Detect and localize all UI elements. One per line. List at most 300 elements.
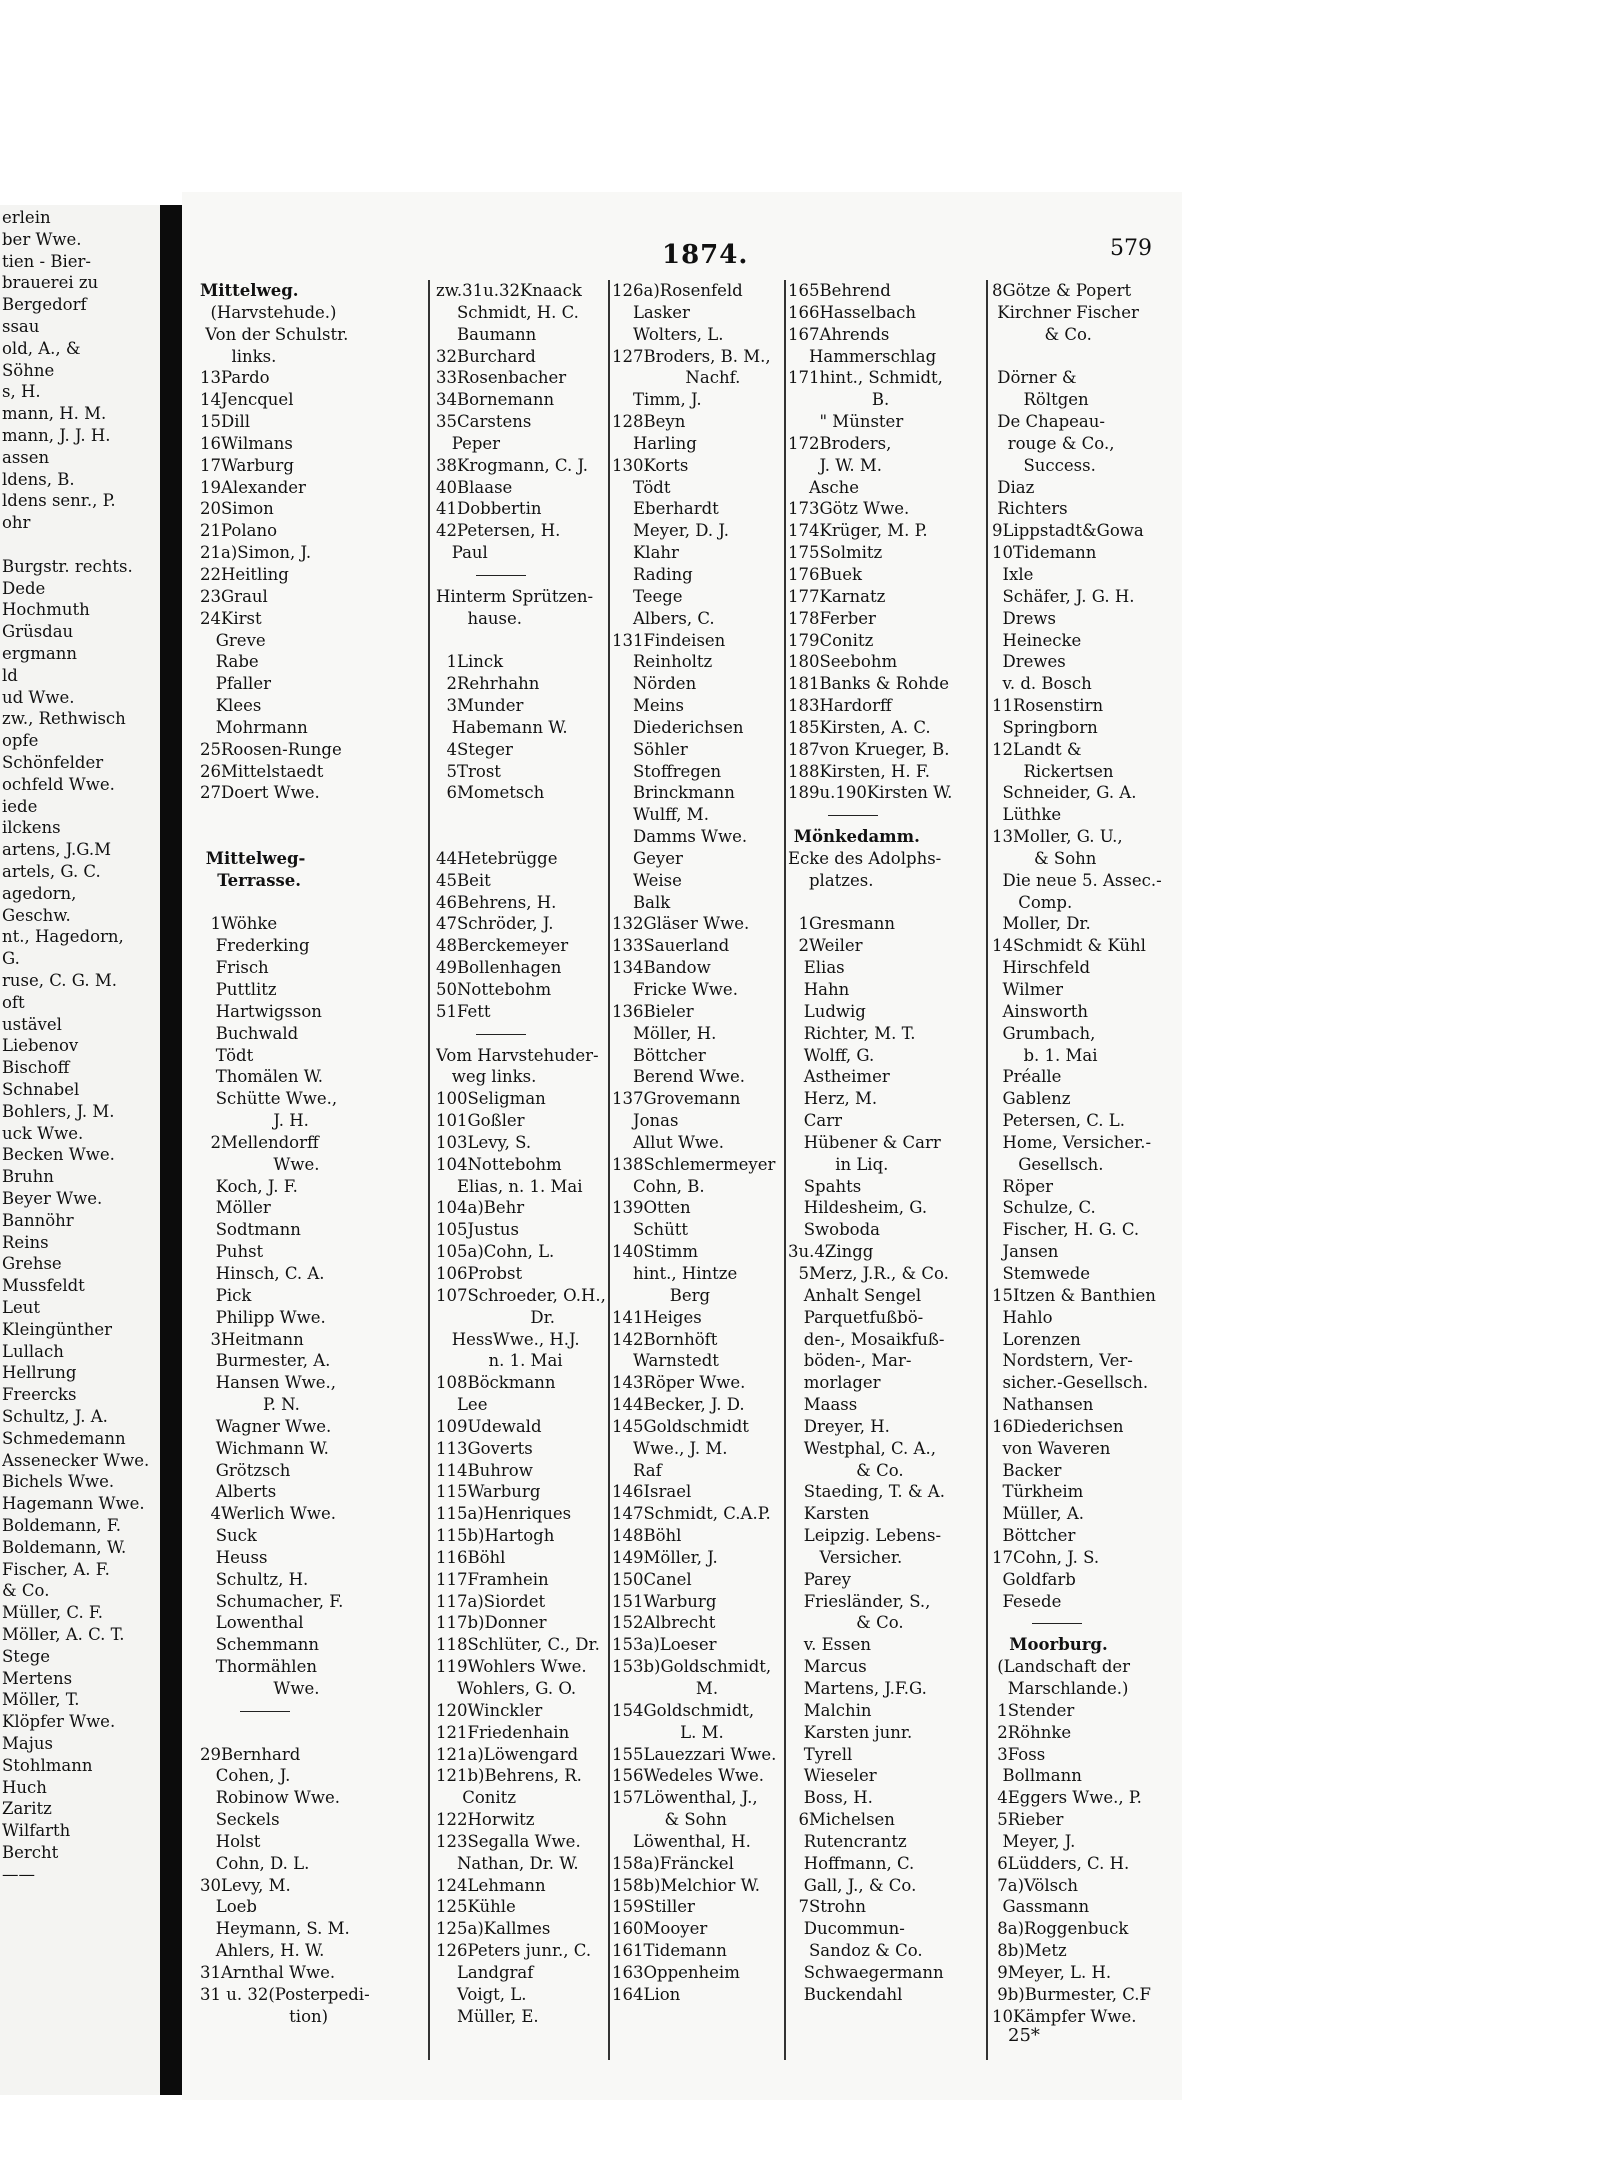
directory-entry: 177Karnatz	[788, 586, 886, 606]
directory-entry: Landgraf	[436, 1962, 534, 1982]
directory-entry: 21Polano	[200, 521, 278, 541]
directory-entry: 47Schröder, J.	[436, 914, 554, 934]
facing-page-line: mann, H. M.	[2, 404, 107, 424]
directory-entry: Hansen Wwe.,	[200, 1373, 337, 1393]
facing-page-line: Bannöhr	[2, 1210, 74, 1230]
directory-entry: 115b)Hartogh	[436, 1526, 555, 1546]
facing-page-line: old, A., &	[2, 338, 81, 358]
directory-entry: 120Winckler	[436, 1700, 543, 1720]
facing-page-line: Hochmuth	[2, 600, 90, 620]
directory-entry: Raf	[612, 1460, 662, 1480]
directory-entry: Stoffregen	[612, 761, 722, 781]
directory-entry: Moller, Dr.	[992, 914, 1091, 934]
column-moorburg	[992, 280, 1177, 2028]
directory-entry: Timm, J.	[612, 390, 702, 410]
directory-entry: 3Foss	[992, 1744, 1046, 1764]
directory-entry: 103Levy, S.	[436, 1132, 532, 1152]
directory-entry: Nathansen	[992, 1395, 1094, 1415]
directory-entry: 48Berckemeyer	[436, 936, 569, 956]
directory-entry: 6Michelsen	[788, 1810, 895, 1830]
directory-entry: Jansen	[992, 1242, 1059, 1262]
directory-entry: Boss, H.	[788, 1788, 873, 1808]
directory-entry: Pick	[200, 1285, 252, 1305]
facing-page-line: Söhne	[2, 360, 55, 380]
directory-entry: 166Hasselbach	[788, 302, 916, 322]
facing-page-line: Zaritz	[2, 1799, 52, 1819]
directory-entry: Diederichsen	[612, 717, 744, 737]
directory-entry: Nachf.	[612, 368, 741, 388]
directory-entry: Robinow Wwe.	[200, 1788, 340, 1808]
directory-entry: 136Bieler	[612, 1001, 694, 1021]
directory-entry: Diaz	[992, 477, 1035, 497]
directory-entry: Rickertsen	[992, 761, 1114, 781]
street-heading: Mittelweg-	[200, 848, 306, 868]
directory-entry: Friesländer, S.,	[788, 1591, 931, 1611]
directory-entry: böden-, Mar-	[788, 1351, 912, 1371]
directory-entry: Reinholtz	[612, 652, 713, 672]
directory-entry: Puhst	[200, 1242, 264, 1262]
directory-entry: 104Nottebohm	[436, 1154, 562, 1174]
directory-entry: 114Buhrow	[436, 1460, 533, 1480]
directory-entry: Martens, J.F.G.	[788, 1679, 927, 1698]
facing-page-line: artels, G. C.	[2, 862, 101, 881]
directory-entry: 127Broders, B. M.,	[612, 346, 771, 366]
directory-entry: Böttcher	[612, 1045, 706, 1065]
directory-entry: 121a)Löwengard	[436, 1744, 579, 1764]
directory-entry: Gesellsch.	[992, 1154, 1104, 1174]
directory-entry: 8a)Roggenbuck	[992, 1919, 1129, 1939]
facing-page-line: Burgstr. rechts.	[2, 556, 133, 576]
directory-entry: Teege	[612, 586, 683, 606]
directory-entry: Weise	[612, 870, 682, 890]
directory-entry: 181Banks & Rohde	[788, 674, 950, 694]
facing-page-line: Bohlers, J. M.	[2, 1101, 115, 1121]
directory-entry: 174Krüger, M. P.	[788, 521, 928, 541]
directory-entry: Bollmann	[992, 1766, 1082, 1786]
directory-entry: 25Roosen-Runge	[200, 739, 342, 759]
directory-entry: B.	[788, 390, 890, 410]
directory-entry: 123Segalla Wwe.	[436, 1831, 581, 1851]
directory-entry: 171hint., Schmidt,	[788, 368, 943, 388]
directory-entry: Damms Wwe.	[612, 827, 748, 847]
street-heading: Mittelweg.	[200, 281, 299, 300]
facing-page-line: Klöpfer Wwe.	[2, 1712, 116, 1732]
directory-entry: Türkheim	[992, 1482, 1084, 1502]
directory-entry: Parey	[788, 1569, 851, 1589]
directory-entry: 107Schroeder, O.H.,	[436, 1285, 606, 1305]
directory-entry: Marschlande.)	[992, 1679, 1129, 1698]
directory-entry: 145Goldschmidt	[612, 1416, 749, 1436]
directory-entry: Fricke Wwe.	[612, 980, 738, 999]
directory-entry: Meyer, D. J.	[612, 521, 729, 541]
directory-entry: Thormählen	[200, 1657, 317, 1677]
directory-entry: 104a)Behr	[436, 1198, 525, 1218]
directory-entry: 3u.4Zingg	[788, 1242, 874, 1262]
directory-entry: 143Röper Wwe.	[612, 1373, 746, 1393]
directory-entry: Von der Schulstr.	[200, 324, 349, 344]
directory-entry: 20Simon	[200, 499, 274, 519]
directory-entry: Stemwede	[992, 1263, 1091, 1283]
directory-entry: 13Pardo	[200, 368, 270, 388]
directory-entry: Sandoz & Co.	[788, 1941, 923, 1961]
directory-entry: Nörden	[612, 674, 697, 694]
directory-entry: 3Munder	[436, 696, 524, 716]
directory-entry: morlager	[788, 1373, 881, 1393]
facing-page-line: Boldemann, W.	[2, 1537, 127, 1557]
directory-entry: 161Tidemann	[612, 1941, 727, 1961]
directory-entry: Hahlo	[992, 1307, 1053, 1327]
directory-entry: Tyrell	[788, 1744, 853, 1764]
directory-entry: Wwe.	[200, 1154, 320, 1174]
directory-entry: Alberts	[200, 1482, 277, 1502]
directory-entry: Brinckmann	[612, 783, 735, 803]
directory-entry: Schulze, C.	[992, 1198, 1096, 1218]
facing-page-line: iede	[2, 796, 38, 816]
street-heading: Moorburg.	[992, 1635, 1108, 1655]
facing-page-line: Hagemann Wwe.	[2, 1494, 145, 1514]
directory-entry: 14Schmidt & Kühl	[992, 936, 1146, 956]
directory-entry: 187von Krueger, B.	[788, 739, 950, 759]
directory-entry: 124Lehmann	[436, 1875, 546, 1895]
directory-entry: Tödt	[612, 477, 671, 497]
directory-entry: 8b)Metz	[992, 1941, 1067, 1961]
directory-entry: Röltgen	[992, 390, 1089, 410]
directory-entry: Löwenthal, H.	[612, 1831, 751, 1851]
directory-entry: 132Gläser Wwe.	[612, 914, 750, 934]
directory-entry: Home, Versicher.-	[992, 1132, 1152, 1152]
directory-entry: Karsten junr.	[788, 1722, 913, 1742]
directory-entry: 19Alexander	[200, 477, 306, 497]
directory-entry: Lorenzen	[992, 1329, 1081, 1349]
directory-entry: 137Grovemann	[612, 1089, 741, 1109]
directory-entry: Balk	[612, 892, 671, 912]
facing-page-line: uck Wwe.	[2, 1123, 84, 1143]
directory-entry: 9Lippstadt&Gowa	[992, 521, 1144, 541]
directory-entry: Lasker	[612, 302, 690, 322]
facing-page-line: Stege	[2, 1646, 51, 1666]
facing-page-fragment	[0, 205, 163, 2095]
directory-entry: 100Seligman	[436, 1089, 546, 1109]
directory-entry: Elias, n. 1. Mai	[436, 1176, 583, 1196]
directory-entry: Ahlers, H. W.	[200, 1941, 325, 1961]
directory-entry: Rutencrantz	[788, 1831, 907, 1851]
directory-entry: 108Böckmann	[436, 1373, 556, 1393]
directory-entry: 13Moller, G. U.,	[992, 827, 1123, 847]
facing-page-line: erlein	[2, 208, 51, 227]
directory-entry	[992, 346, 1177, 368]
directory-entry: Berend Wwe.	[612, 1067, 746, 1087]
directory-entry: 6Mometsch	[436, 783, 545, 803]
directory-entry: 130Korts	[612, 455, 689, 475]
directory-entry: hause.	[436, 608, 523, 628]
directory-entry: L. M.	[612, 1722, 724, 1742]
directory-entry: Frisch	[200, 958, 269, 978]
directory-entry: 157Löwenthal, J.,	[612, 1788, 758, 1808]
directory-entry: 5Merz, J.R., & Co.	[788, 1263, 949, 1283]
directory-entry: Conitz	[436, 1788, 517, 1808]
directory-entry: Seckels	[200, 1810, 280, 1830]
facing-page-line: ruse, C. G. M.	[2, 971, 117, 990]
directory-entry: 22Heitling	[200, 564, 289, 584]
directory-entry: Staeding, T. & A.	[788, 1482, 945, 1502]
directory-entry: Hirschfeld	[992, 958, 1091, 978]
directory-entry: Schütt	[612, 1220, 689, 1240]
directory-entry: Schumacher, F.	[200, 1591, 344, 1611]
directory-entry: Loeb	[200, 1897, 257, 1917]
directory-entry: Petersen, C. L.	[992, 1111, 1125, 1131]
facing-page-line: mann, J. J. H.	[2, 426, 111, 445]
directory-page	[182, 192, 1182, 2100]
directory-entry: Sodtmann	[200, 1220, 301, 1240]
facing-page-line: ldens, B.	[2, 469, 75, 489]
directory-entry: Cohen, J.	[200, 1766, 291, 1786]
directory-entry: links.	[200, 346, 277, 366]
column-divider	[428, 280, 430, 2060]
directory-entry: Klees	[200, 696, 262, 716]
column-mittelweg	[200, 280, 375, 2028]
directory-entry: Vom Harvstehuder-	[436, 1045, 599, 1065]
facing-page-line: Freercks	[2, 1385, 77, 1405]
directory-entry: Nordstern, Ver-	[992, 1351, 1133, 1371]
facing-page-line: Boldemann, F.	[2, 1516, 122, 1535]
directory-entry: 10Tidemann	[992, 543, 1097, 563]
directory-entry: Hinsch, C. A.	[200, 1263, 325, 1283]
directory-entry: 178Ferber	[788, 608, 876, 628]
directory-entry	[436, 804, 636, 826]
directory-entry: Rading	[612, 564, 693, 584]
directory-entry: 121b)Behrens, R.	[436, 1766, 582, 1786]
facing-page-line: Schmedemann	[2, 1428, 126, 1448]
directory-entry: 33Rosenbacher	[436, 368, 567, 388]
directory-entry: 15Dill	[200, 412, 251, 432]
directory-entry: 7Strohn	[788, 1897, 866, 1917]
directory-entry: Schultz, H.	[200, 1569, 309, 1589]
directory-entry: " Münster	[788, 412, 904, 432]
facing-page-line: Liebenov	[2, 1036, 79, 1056]
directory-entry: platzes.	[788, 870, 874, 890]
directory-entry: Success.	[992, 455, 1096, 475]
directory-entry: 163Oppenheim	[612, 1962, 740, 1982]
directory-entry: Pfaller	[200, 674, 271, 694]
directory-entry: Böttcher	[992, 1526, 1076, 1546]
facing-page-line: Geschw.	[2, 905, 71, 925]
directory-entry: & Co.	[992, 324, 1092, 344]
directory-entry: Wohlers, G. O.	[436, 1679, 577, 1698]
facing-page-line: Dede	[2, 578, 46, 598]
directory-entry: 121Friedenhain	[436, 1722, 570, 1742]
directory-entry: Comp.	[992, 892, 1073, 912]
directory-entry: 152Albrecht	[612, 1613, 716, 1633]
directory-entry: Puttlitz	[200, 980, 277, 999]
directory-entry: 173Götz Wwe.	[788, 499, 910, 519]
facing-page-line: Bichels Wwe.	[2, 1472, 115, 1492]
directory-entry: 156Wedeles Wwe.	[612, 1766, 765, 1786]
directory-entry: 188Kirsten, H. F.	[788, 761, 930, 781]
directory-entry: Jonas	[612, 1111, 679, 1131]
directory-entry: 150Canel	[612, 1569, 692, 1589]
directory-entry: 139Otten	[612, 1198, 691, 1218]
directory-entry: Paul	[436, 543, 488, 563]
facing-page-line: ohr	[2, 513, 31, 533]
directory-entry: Müller, E.	[436, 2006, 539, 2026]
facing-page-line: assen	[2, 447, 50, 467]
directory-entry: 4Werlich Wwe.	[200, 1504, 337, 1524]
directory-entry	[200, 892, 375, 914]
directory-entry: Peper	[436, 433, 501, 453]
directory-entry: 105Justus	[436, 1220, 519, 1240]
directory-entry: 147Schmidt, C.A.P.	[612, 1504, 771, 1524]
directory-entry: 115Warburg	[436, 1482, 541, 1502]
directory-entry: 51Fett	[436, 1001, 491, 1021]
facing-page-line: Fischer, A. F.	[2, 1559, 110, 1579]
facing-page-line: Stohlmann	[2, 1755, 93, 1775]
facing-page-line: ——	[2, 1864, 35, 1884]
directory-entry: 133Sauerland	[612, 936, 730, 956]
directory-entry: 116Böhl	[436, 1547, 506, 1567]
directory-entry: De Chapeau-	[992, 412, 1105, 432]
directory-entry: Wolters, L.	[612, 324, 724, 344]
directory-entry: 142Bornhöft	[612, 1329, 718, 1349]
directory-entry: Berg	[612, 1285, 711, 1305]
directory-entry: 1Wöhke	[200, 914, 278, 934]
directory-entry: 10Kämpfer Wwe.	[992, 2006, 1137, 2026]
directory-entry: 2Mellendorff	[200, 1132, 319, 1152]
directory-entry: Harling	[612, 433, 697, 453]
directory-entry: Marcus	[788, 1657, 867, 1677]
directory-entry: v. d. Bosch	[992, 674, 1092, 694]
directory-entry: Wulff, M.	[612, 805, 709, 825]
directory-entry: 40Blaase	[436, 477, 513, 497]
directory-entry: Karsten	[788, 1504, 870, 1524]
facing-page-line: Müller, C. F.	[2, 1603, 104, 1623]
directory-entry: n. 1. Mai	[436, 1351, 563, 1371]
directory-entry: Schneider, G. A.	[992, 783, 1137, 803]
book-gutter	[160, 205, 182, 2095]
directory-entry: 5Rieber	[992, 1810, 1064, 1830]
directory-entry: 35Carstens	[436, 412, 532, 432]
directory-entry: 179Conitz	[788, 630, 874, 650]
directory-entry: Schütte Wwe.,	[200, 1089, 338, 1109]
directory-entry: Meyer, J.	[992, 1831, 1076, 1851]
directory-entry: 172Broders,	[788, 433, 892, 453]
facing-page-line: Mussfeldt	[2, 1276, 85, 1296]
directory-entry: Schwaegermann	[788, 1962, 944, 1982]
directory-entry: Carr	[788, 1111, 842, 1131]
directory-entry: 117b)Donner	[436, 1613, 547, 1633]
directory-entry: 11Rosenstirn	[992, 696, 1104, 716]
directory-entry: 16Wilmans	[200, 433, 293, 453]
directory-entry: 154Goldschmidt,	[612, 1700, 755, 1720]
directory-entry: Elias	[788, 958, 845, 978]
directory-entry: Tödt	[200, 1045, 254, 1065]
facing-page-line: Lullach	[2, 1341, 64, 1361]
directory-entry: 113Goverts	[436, 1438, 533, 1458]
directory-entry: 115a)Henriques	[436, 1504, 572, 1524]
directory-entry: Hildesheim, G.	[788, 1198, 928, 1218]
facing-page-line: Becken Wwe.	[2, 1145, 115, 1165]
directory-entry: J. W. M.	[788, 455, 882, 475]
directory-entry: 2Rehrhahn	[436, 674, 540, 694]
directory-entry: 5Trost	[436, 761, 501, 781]
facing-page-line: s, H.	[2, 382, 41, 402]
facing-page-line: Wilfarth	[2, 1821, 71, 1841]
directory-entry: Allut Wwe.	[612, 1132, 725, 1152]
directory-entry: Grötzsch	[200, 1460, 291, 1480]
directory-entry: 153a)Loeser	[612, 1635, 717, 1655]
directory-entry: 126Peters junr., C.	[436, 1941, 592, 1961]
directory-entry: Herz, M.	[788, 1089, 878, 1109]
directory-entry: & Co.	[788, 1613, 904, 1633]
directory-entry: Klahr	[612, 543, 679, 563]
directory-entry: 46Behrens, H.	[436, 892, 557, 912]
facing-page-line: Beyer Wwe.	[2, 1189, 103, 1208]
directory-entry: 167Ahrends	[788, 324, 890, 344]
directory-entry: Schäfer, J. G. H.	[992, 586, 1135, 606]
directory-entry: Heymann, S. M.	[200, 1919, 350, 1939]
directory-entry: 4Steger	[436, 739, 513, 759]
directory-entry: Hahn	[788, 980, 850, 999]
directory-entry: 151Warburg	[612, 1591, 717, 1611]
column-mittelweg-continued	[436, 280, 636, 2028]
directory-entry: Richter, M. T.	[788, 1023, 916, 1043]
directory-entry: Eberhardt	[612, 499, 719, 519]
directory-entry: Hoffmann, C.	[788, 1853, 915, 1873]
directory-entry: 106Probst	[436, 1263, 523, 1283]
directory-entry: Müller, A.	[992, 1504, 1085, 1524]
section-rule	[436, 564, 636, 586]
directory-entry: 16Diederichsen	[992, 1416, 1124, 1436]
directory-entry: Gall, J., & Co.	[788, 1875, 917, 1895]
directory-entry: 12Landt &	[992, 739, 1082, 759]
directory-entry: 6Lüdders, C. H.	[992, 1853, 1130, 1873]
directory-entry: Albers, C.	[612, 608, 715, 628]
directory-entry: Fischer, H. G. C.	[992, 1220, 1140, 1240]
facing-page-line: ber Wwe.	[2, 229, 82, 249]
facing-page-line: ergmann	[2, 644, 77, 663]
directory-entry: 131Findeisen	[612, 630, 726, 650]
signature-mark: 25*	[1008, 2025, 1040, 2046]
directory-entry: in Liq.	[788, 1154, 889, 1174]
directory-entry: Asche	[788, 477, 859, 497]
facing-page-line: artens, J.G.M	[2, 840, 112, 860]
directory-entry: 21a)Simon, J.	[200, 543, 312, 563]
facing-page-line: Hellrung	[2, 1363, 77, 1383]
facing-page-line: Bergedorf	[2, 295, 87, 315]
directory-entry: 146Israel	[612, 1482, 692, 1502]
directory-entry: Westphal, C. A.,	[788, 1438, 936, 1458]
directory-entry: 183Hardorff	[788, 696, 892, 716]
directory-entry: Dreyer, H.	[788, 1416, 890, 1436]
facing-page-line: ochfeld Wwe.	[2, 774, 115, 794]
facing-page-line: ssau	[2, 317, 40, 336]
directory-entry: Ludwig	[788, 1001, 866, 1021]
directory-entry: 7a)Völsch	[992, 1875, 1078, 1895]
directory-entry: den-, Mosaikfuß-	[788, 1329, 945, 1349]
directory-entry: Drewes	[992, 652, 1066, 672]
directory-entry: 185Kirsten, A. C.	[788, 717, 931, 737]
directory-entry: 153b)Goldschmidt,	[612, 1657, 772, 1677]
section-rule	[200, 1700, 375, 1722]
directory-entry: 24Kirst	[200, 608, 262, 628]
directory-entry: 158b)Melchior W.	[612, 1875, 760, 1895]
directory-entry: 3Heitmann	[200, 1329, 304, 1349]
directory-entry: 148Böhl	[612, 1526, 682, 1546]
directory-entry: Burmester, A.	[200, 1351, 331, 1371]
directory-entry: Dörner &	[992, 368, 1077, 388]
directory-entry: Wieseler	[788, 1766, 877, 1786]
directory-entry	[436, 826, 636, 848]
directory-entry: Hübener & Carr	[788, 1132, 941, 1152]
